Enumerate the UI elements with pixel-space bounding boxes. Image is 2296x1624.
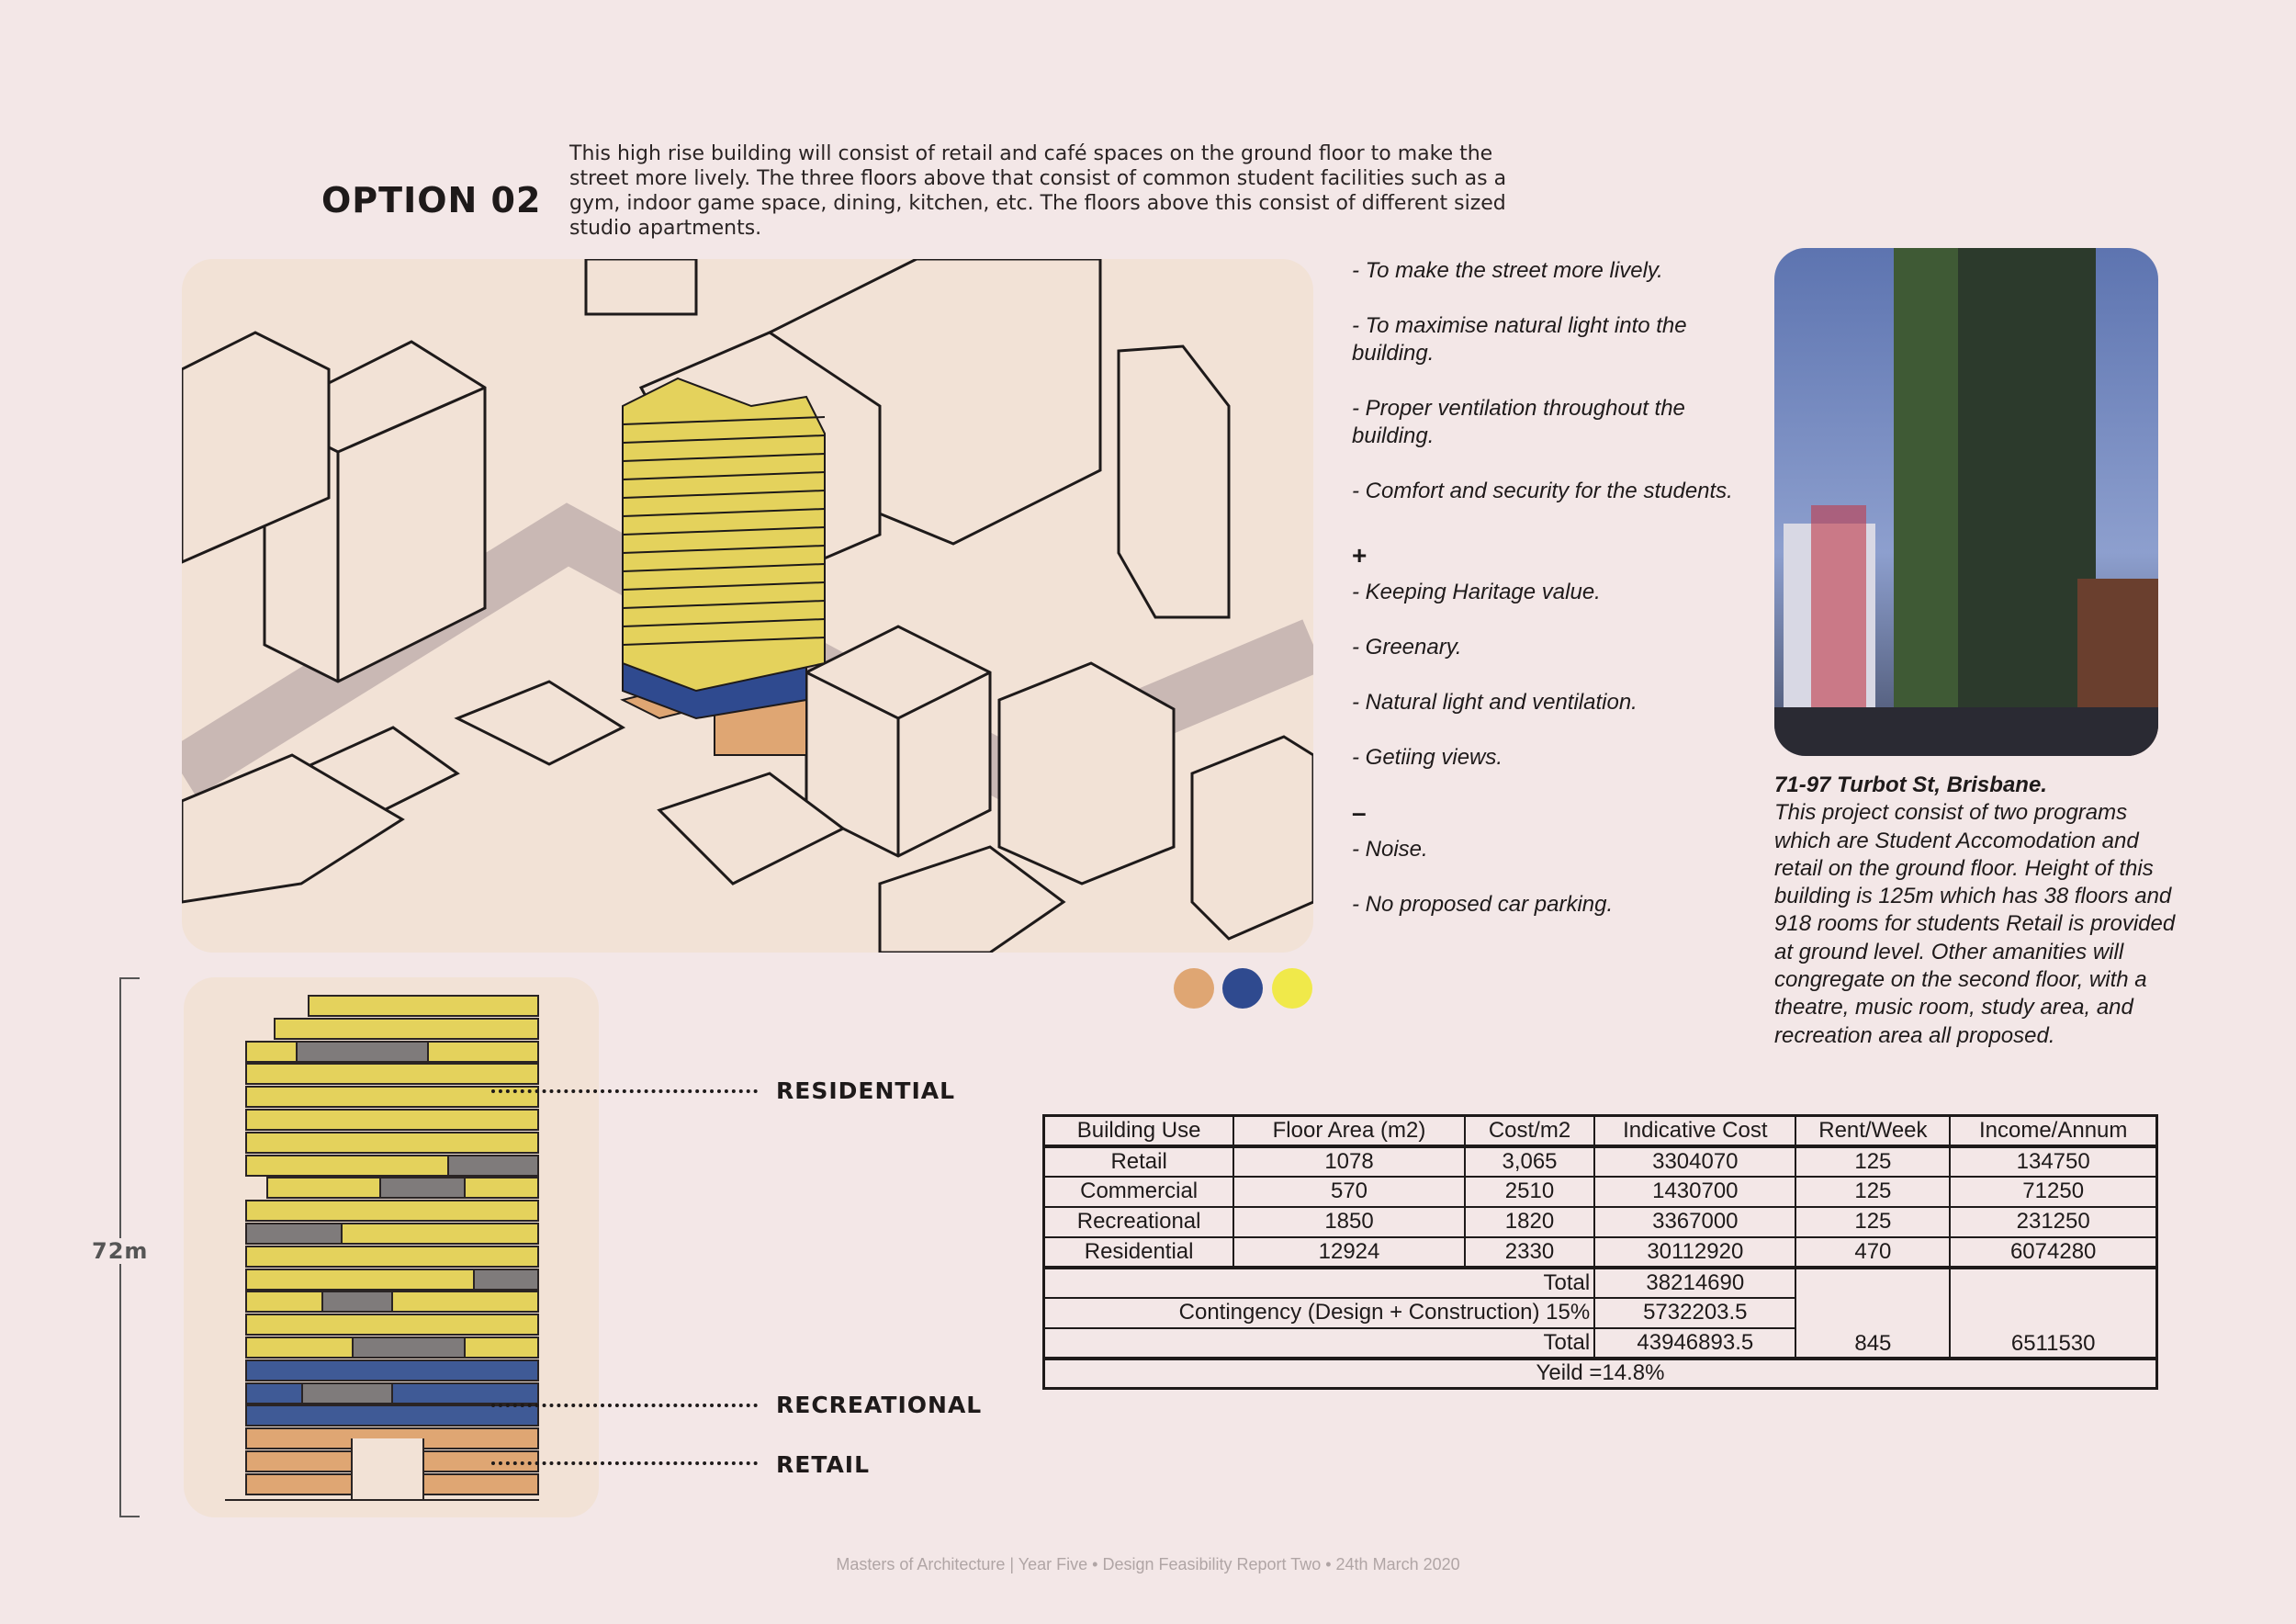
plus-icon: + <box>1352 541 1367 570</box>
goal-item: - Comfort and security for the students. <box>1352 479 1733 503</box>
precedent-photo <box>1774 248 2158 756</box>
cell: 2330 <box>1465 1237 1594 1268</box>
void-block <box>379 1177 466 1199</box>
cell: 231250 <box>1950 1207 2156 1237</box>
retail-leader-line <box>491 1461 758 1465</box>
precedent-text: This project consist of two programs which are Student Accomodation and retail on the ground floor. Height of this building is 125m which has 38 floors and 918 rooms for students Retail is provided at ground level. Other amanities will congregate on the second floor, with a theatre, music room, study area, and recreation area all proposed. <box>1774 800 2176 1048</box>
yield-row <box>1044 1359 2157 1389</box>
minus-icon: – <box>1352 798 1367 827</box>
cell: 71250 <box>1950 1177 2156 1207</box>
total-cost: 38214690 <box>1594 1268 1795 1298</box>
cell: 125 <box>1795 1146 1950 1177</box>
total-label: Total <box>1044 1268 1595 1298</box>
floor-residential <box>308 995 539 1017</box>
cell: 3304070 <box>1594 1146 1795 1177</box>
footer: Masters of Architecture | Year Five • Design Feasibility Report Two • 24th March 2020 <box>836 1555 1460 1573</box>
table-row <box>1044 1237 2157 1268</box>
cell: 30112920 <box>1594 1237 1795 1268</box>
grand-total-label: Total <box>1044 1328 1595 1359</box>
cell: 1430700 <box>1594 1177 1795 1207</box>
rent-total: 845 <box>1795 1268 1950 1359</box>
precedent-caption <box>1774 772 2178 1050</box>
cell: Recreational <box>1044 1207 1234 1237</box>
cell: 3367000 <box>1594 1207 1795 1237</box>
floor-residential <box>245 1246 539 1268</box>
grand-total-cost: 43946893.5 <box>1594 1328 1795 1359</box>
void-block <box>245 1223 343 1245</box>
goal-item: - Proper ventilation throughout the building. <box>1352 396 1685 448</box>
cell: 1078 <box>1233 1146 1465 1177</box>
table-header: Floor Area (m2) <box>1233 1116 1465 1146</box>
floor-residential <box>245 1063 539 1085</box>
cell: 1850 <box>1233 1207 1465 1237</box>
void-block <box>447 1155 539 1177</box>
ground-line <box>225 1499 539 1501</box>
con-item: - No proposed car parking. <box>1352 892 1614 917</box>
site-axonometric-map <box>182 259 1313 953</box>
precedent-title: 71-97 Turbot St, Brisbane. <box>1774 773 2047 797</box>
recreational-color-dot <box>1222 968 1263 1009</box>
residential-color-dot <box>1272 968 1312 1009</box>
floor-residential <box>274 1018 539 1040</box>
void-block <box>321 1291 393 1313</box>
cell: 125 <box>1795 1207 1950 1237</box>
retail-entrance <box>351 1438 424 1499</box>
void-block <box>352 1336 466 1359</box>
cell: Commercial <box>1044 1177 1234 1207</box>
residential-label: RESIDENTIAL <box>776 1077 956 1104</box>
feasibility-table <box>1042 1114 2158 1390</box>
floor-residential <box>245 1314 539 1336</box>
cell: 125 <box>1795 1177 1950 1207</box>
contingency-cost: 5732203.5 <box>1594 1298 1795 1328</box>
table-header: Building Use <box>1044 1116 1234 1146</box>
intro-text: This high rise building will consist of retail and café spaces on the ground floor to make the street more lively. The three floors above that consist of common student facilities such as a gym, indoor game space, dining, kitchen, etc. The floors above this consist of different sized studio apartments. <box>569 142 1507 240</box>
void-block <box>301 1382 393 1404</box>
retail-label: RETAIL <box>776 1451 871 1478</box>
floor-residential <box>245 1109 539 1131</box>
table-header: Indicative Cost <box>1594 1116 1795 1146</box>
table-header: Rent/Week <box>1795 1116 1950 1146</box>
pro-item: - Keeping Haritage value. <box>1352 580 1601 604</box>
table-row <box>1044 1177 2157 1207</box>
floor-residential <box>245 1132 539 1154</box>
cell: 12924 <box>1233 1237 1465 1268</box>
height-label: 72m <box>92 1238 149 1264</box>
cell: Retail <box>1044 1146 1234 1177</box>
floor-recreational <box>245 1359 539 1382</box>
yield-value: Yeild =14.8% <box>1044 1359 2157 1389</box>
goal-item: - To maximise natural light into the building. <box>1352 313 1687 366</box>
cell: 134750 <box>1950 1146 2156 1177</box>
table-row <box>1044 1146 2157 1177</box>
total-row <box>1044 1268 2157 1298</box>
retail-color-dot <box>1174 968 1214 1009</box>
floor-recreational <box>245 1404 539 1427</box>
cell: 6074280 <box>1950 1237 2156 1268</box>
residential-leader-line <box>491 1089 758 1093</box>
contingency-label: Contingency (Design + Construction) 15% <box>1044 1298 1595 1328</box>
table-header: Cost/m2 <box>1465 1116 1594 1146</box>
void-block <box>296 1041 429 1063</box>
pro-item: - Getiing views. <box>1352 745 1503 770</box>
table-header: Income/Annum <box>1950 1116 2156 1146</box>
goal-item: - To make the street more lively. <box>1352 258 1663 283</box>
cell: 470 <box>1795 1237 1950 1268</box>
recreational-leader-line <box>491 1404 758 1407</box>
cell: 1820 <box>1465 1207 1594 1237</box>
pro-item: - Greenary. <box>1352 635 1462 660</box>
cell: Residential <box>1044 1237 1234 1268</box>
cell: 2510 <box>1465 1177 1594 1207</box>
cell: 3,065 <box>1465 1146 1594 1177</box>
void-block <box>473 1269 539 1291</box>
page-title: OPTION 02 <box>321 180 542 220</box>
design-notes <box>1352 257 1738 946</box>
income-total: 6511530 <box>1950 1268 2156 1359</box>
recreational-label: RECREATIONAL <box>776 1392 983 1418</box>
floor-residential <box>245 1200 539 1222</box>
cell: 570 <box>1233 1177 1465 1207</box>
table-row <box>1044 1207 2157 1237</box>
pro-item: - Natural light and ventilation. <box>1352 690 1638 715</box>
con-item: - Noise. <box>1352 837 1428 862</box>
